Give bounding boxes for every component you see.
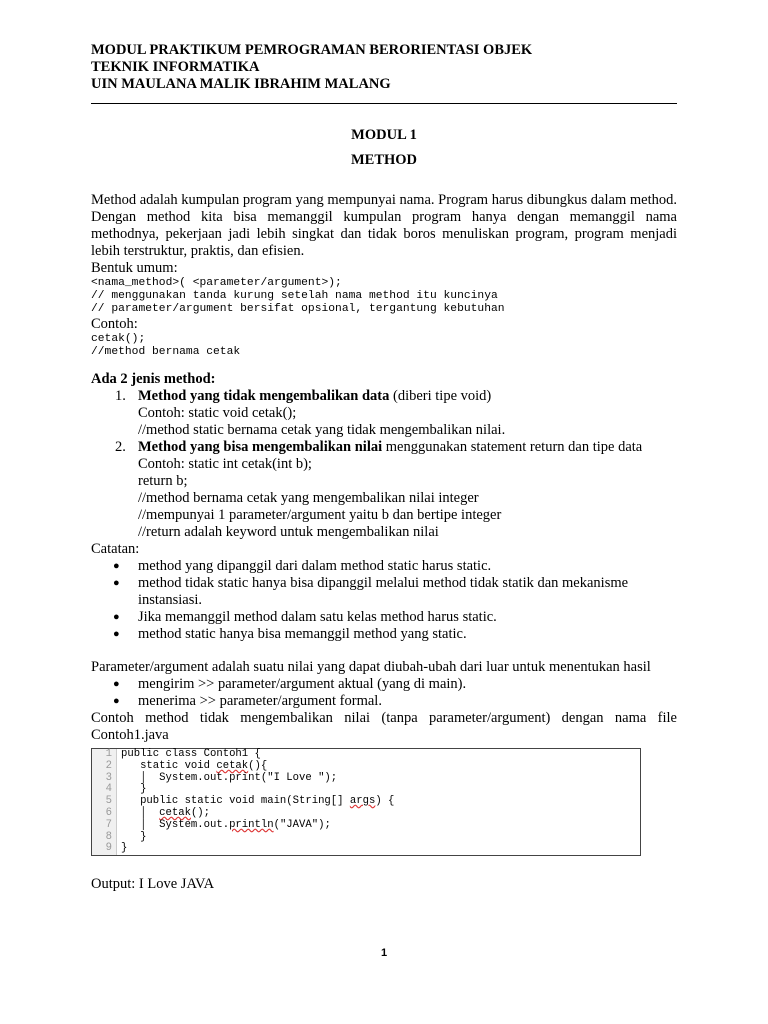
code-text: public class Contoh1 { bbox=[121, 748, 261, 760]
contoh-code-line: cetak(); bbox=[91, 333, 146, 345]
document-body bbox=[91, 192, 677, 893]
param-bullet-text: mengirim >> parameter/argument aktual (yang di main). bbox=[138, 676, 467, 692]
bentuk-code-line: // parameter/argument bersifat opsional, tergantung kebutuhan bbox=[91, 303, 505, 315]
code-snippet bbox=[91, 748, 641, 856]
jenis-item bbox=[91, 439, 677, 541]
jenis-item-line: return b; bbox=[138, 473, 188, 489]
jenis-item-line: //return adalah keyword untuk mengembalikan nilai bbox=[138, 524, 439, 540]
code-line bbox=[92, 761, 640, 773]
jenis-heading: Ada 2 jenis method: bbox=[91, 371, 216, 387]
bentuk-code-line: // menggunakan tanda kurung setelah nama method itu kuncinya bbox=[91, 290, 498, 302]
catatan-bullet-text: Jika memanggil method dalam satu kelas method harus static. bbox=[138, 609, 497, 625]
code-line bbox=[92, 820, 640, 832]
jenis-item-line: Contoh: static int cetak(int b); bbox=[138, 456, 312, 472]
bullet-icon: ● bbox=[113, 560, 120, 572]
line-number: 4 bbox=[92, 784, 117, 796]
param-bullet-text: menerima >> parameter/argument formal. bbox=[138, 693, 382, 709]
jenis-item-bold: Method yang tidak mengembalikan data bbox=[138, 388, 390, 404]
code-text: │ System.out.println("JAVA"); bbox=[121, 818, 331, 831]
bentuk-label: Bentuk umum: bbox=[91, 260, 178, 276]
jenis-item-rest: menggunakan statement return dan tipe data bbox=[382, 439, 643, 455]
line-number: 2 bbox=[92, 761, 117, 773]
catatan-bullet-text: method yang dipanggil dari dalam method static harus static. bbox=[138, 558, 492, 574]
output-line: Output: I Love JAVA bbox=[91, 876, 215, 893]
code-text: static void cetak(){ bbox=[121, 759, 268, 772]
jenis-item-line: //mempunyai 1 parameter/argument yaitu b dan bertipe integer bbox=[138, 507, 502, 523]
code-line bbox=[92, 773, 640, 785]
code-text: } bbox=[121, 830, 147, 843]
param-bullet bbox=[91, 693, 677, 710]
catatan-bullet bbox=[91, 626, 677, 643]
jenis-item-bold: Method yang bisa mengembalikan nilai bbox=[138, 439, 383, 455]
jenis-item-line: Contoh: static void cetak(); bbox=[138, 405, 297, 421]
header-divider bbox=[91, 103, 677, 104]
catatan-label: Catatan: bbox=[91, 541, 140, 557]
code-text: │ System.out.print("I Love "); bbox=[121, 771, 338, 784]
modul-title: MODUL 1 bbox=[351, 127, 417, 143]
contoh-code-line: //method bernama cetak bbox=[91, 346, 241, 358]
catatan-bullet-text: method static hanya bisa memanggil method yang static. bbox=[138, 626, 467, 642]
code-text: │ cetak(); bbox=[121, 806, 211, 819]
jenis-item-line: //method bernama cetak yang mengembalikan nilai integer bbox=[138, 490, 479, 506]
param-bullet bbox=[91, 676, 677, 693]
line-number: 6 bbox=[92, 808, 117, 820]
line-number: 1 bbox=[92, 749, 117, 761]
code-line bbox=[92, 843, 640, 855]
code-text: public static void main(String[] args) { bbox=[121, 795, 395, 808]
contoh-label: Contoh: bbox=[91, 316, 138, 332]
jenis-item bbox=[91, 388, 677, 439]
bullet-icon: ● bbox=[113, 577, 120, 589]
topic-title: METHOD bbox=[350, 152, 418, 168]
jenis-item-line: //method static bernama cetak yang tidak mengembalikan nilai. bbox=[138, 422, 506, 438]
intro-paragraph: Method adalah kumpulan program yang mempunyai nama. Program harus dibungkus dalam method. Dengan method kita bisa memanggil kumpulan program hanya dengan memanggil nama methodnya, pekerjaan jadi lebih singkat dan tidak boros menuliskan program, program menjadi lebih terstruktur, praktis, dan efisien. bbox=[91, 192, 677, 259]
header-line-2: TEKNIK INFORMATIKA bbox=[91, 59, 260, 75]
header-line-3: UIN MAULANA MALIK IBRAHIM MALANG bbox=[91, 76, 391, 92]
document-header bbox=[91, 42, 532, 93]
catatan-bullet-text: method tidak static hanya bisa dipanggil melalui method tidak statik dan mekanisme instansiasi. bbox=[138, 575, 629, 608]
contoh2-paragraph: Contoh method tidak mengembalikan nilai (tanpa parameter/argument) dengan nama file Contoh1.java bbox=[91, 710, 677, 743]
code-line bbox=[92, 832, 640, 844]
code-text: } bbox=[121, 842, 128, 855]
bullet-icon: ● bbox=[113, 611, 120, 623]
catatan-bullet bbox=[91, 609, 677, 626]
list-number: 2. bbox=[115, 439, 126, 455]
jenis-item-rest: (diberi tipe void) bbox=[389, 388, 492, 404]
line-number: 7 bbox=[92, 820, 117, 832]
list-number: 1. bbox=[115, 388, 126, 404]
catatan-bullet bbox=[91, 558, 677, 575]
header-line-1: MODUL PRAKTIKUM PEMROGRAMAN BERORIENTASI OBJEK bbox=[91, 42, 533, 58]
page-number: 1 bbox=[380, 947, 388, 959]
bullet-icon: ● bbox=[113, 628, 120, 640]
bentuk-code-line: <nama_method>( <parameter/argument>); bbox=[91, 277, 342, 289]
line-number: 8 bbox=[92, 832, 117, 844]
line-number: 3 bbox=[92, 773, 117, 785]
code-text: } bbox=[121, 783, 147, 796]
param-paragraph: Parameter/argument adalah suatu nilai yang dapat diubah-ubah dari luar untuk menentukan hasil bbox=[91, 659, 651, 675]
line-number: 9 bbox=[92, 843, 117, 855]
line-number: 5 bbox=[92, 796, 117, 808]
catatan-bullet bbox=[91, 575, 677, 609]
bullet-icon: ● bbox=[113, 678, 120, 690]
bullet-icon: ● bbox=[113, 695, 120, 707]
